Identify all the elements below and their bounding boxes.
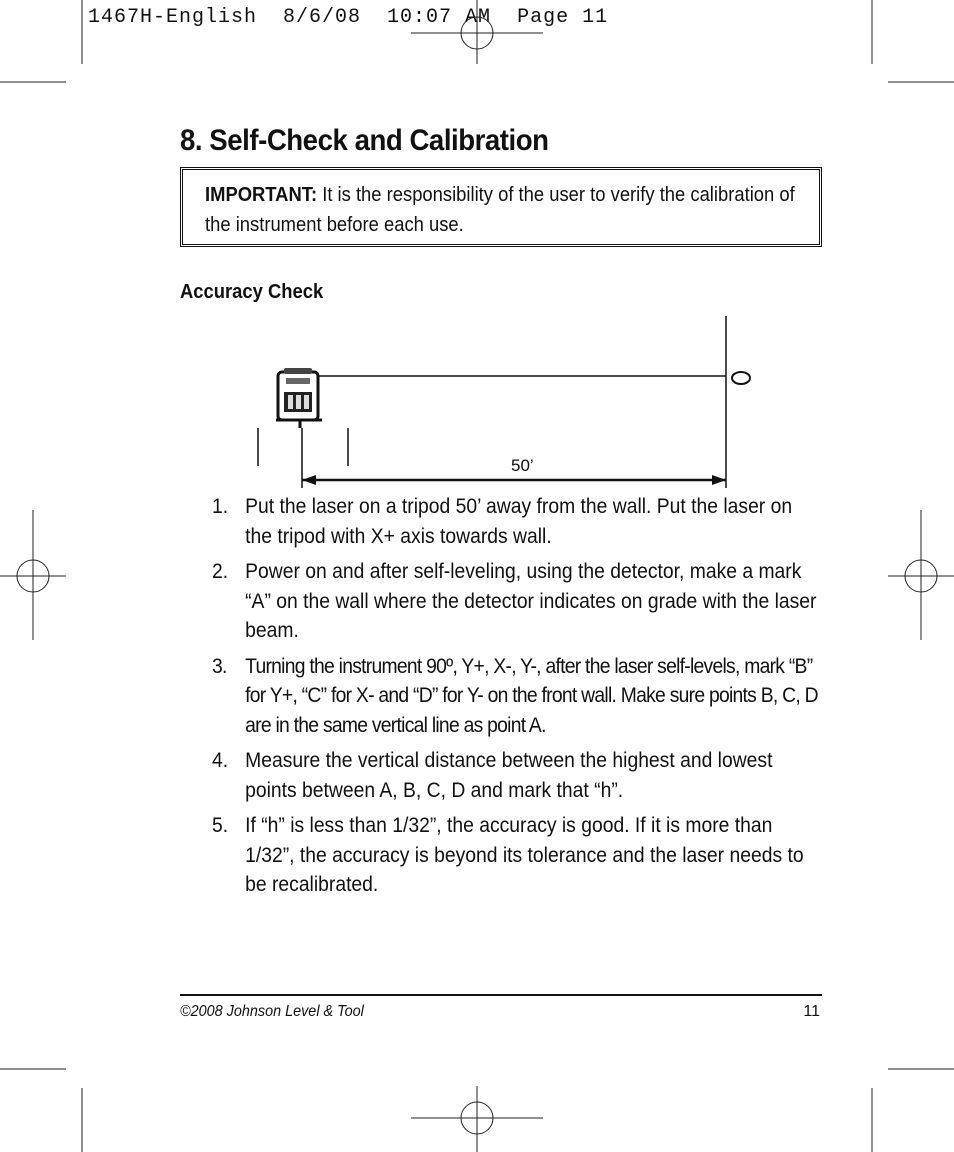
important-notice-box (180, 167, 822, 247)
step-number: 4. (212, 749, 229, 772)
registration-mark-left (0, 510, 66, 640)
list-item (212, 557, 819, 646)
registration-mark-top (411, 0, 543, 64)
step-number: 1. (212, 495, 229, 518)
step-text: Turning the instrument 90º, Y+, X-, Y-, after the laser self-levels, mark “B” for Y+, “C” for X- and “D” for Y- on the front wall. Make sure points B, C, D are in the same vertical line as point A. (245, 654, 818, 737)
step-text: Measure the vertical distance between the highest and lowest points between A, B, C, D and mark that “h”. (245, 749, 773, 802)
important-lead: IMPORTANT: (205, 184, 318, 206)
dimension-arrow-right-icon (712, 475, 726, 485)
laser-level-icon (276, 368, 322, 428)
step-number: 3. (212, 654, 227, 678)
list-item (212, 652, 819, 741)
registration-mark-right (888, 510, 954, 640)
calibration-steps-list (212, 492, 819, 906)
distance-label: 50’ (511, 456, 534, 475)
list-item (212, 492, 819, 551)
important-text: It is the responsibility of the user to verify the calibration of the instrument before each use. (205, 184, 795, 236)
footer-divider (180, 994, 822, 996)
tripod-icon (258, 428, 348, 466)
step-text: Power on and after self-leveling, using the detector, make a mark “A” on the wall where the detector indicates on grade with the laser beam. (245, 560, 817, 642)
target-mark-icon (732, 372, 750, 384)
page-title: 8. Self-Check and Calibration (180, 124, 549, 157)
step-text: Put the laser on a tripod 50’ away from the wall. Put the laser on the tripod with X+ axis towards wall. (245, 495, 793, 548)
printer-slug-line: 1467H-English 8/6/08 10:07 AM Page 11 (88, 6, 609, 29)
footer-copyright: ©2008 Johnson Level & Tool (180, 1003, 364, 1020)
registration-mark-bottom (411, 1086, 543, 1152)
step-text: If “h” is less than 1/32”, the accuracy is good. If it is more than 1/32”, the accuracy is beyond its tolerance and the laser needs to be recalibrated. (245, 814, 804, 896)
section-heading-accuracy-check: Accuracy Check (180, 281, 324, 303)
accuracy-check-diagram (240, 316, 770, 496)
step-number: 5. (212, 814, 229, 837)
step-number: 2. (212, 560, 229, 583)
list-item (212, 811, 819, 900)
list-item (212, 746, 819, 805)
important-notice (205, 180, 803, 240)
dimension-arrow-left-icon (302, 475, 316, 485)
page-number: 11 (803, 1003, 820, 1020)
